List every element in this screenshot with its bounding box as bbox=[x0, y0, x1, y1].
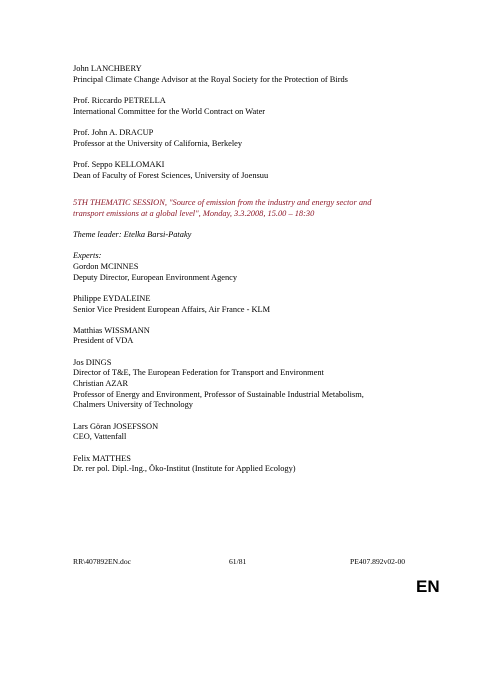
expert-name: Christian AZAR bbox=[73, 379, 129, 389]
person-role: International Committee for the World Contract on Water bbox=[73, 106, 266, 116]
person-role: Professor at the University of California, Berkeley bbox=[73, 138, 243, 148]
person-name: Prof. Seppo KELLOMAKI bbox=[73, 159, 165, 169]
person-role: Principal Climate Change Advisor at the Royal Society for the Protection of Birds bbox=[73, 74, 348, 84]
language-code: EN bbox=[416, 577, 440, 596]
experts-label: Experts: bbox=[73, 251, 102, 261]
expert-role: CEO, Vattenfall bbox=[73, 432, 127, 442]
expert-role: Senior Vice President European Affairs, Air France - KLM bbox=[73, 304, 271, 314]
expert-block bbox=[73, 294, 418, 315]
expert-role: Deputy Director, European Environment Agency bbox=[73, 272, 238, 282]
expert-role: Chalmers University of Technology bbox=[73, 400, 193, 410]
person-block bbox=[73, 96, 418, 117]
theme-leader-block bbox=[73, 230, 418, 241]
expert-name: Lars Göran JOSEFSSON bbox=[73, 421, 159, 431]
page-content bbox=[73, 64, 418, 486]
expert-block bbox=[73, 358, 418, 379]
expert-role: Professor of Energy and Environment, Professor of Sustainable Industrial Metabolism, bbox=[73, 389, 364, 399]
session-title-line-2: transport emissions at a global level", Monday, 3.3.2008, 15.00 – 18:30 bbox=[73, 209, 315, 219]
expert-block bbox=[73, 379, 418, 411]
expert-role: President of VDA bbox=[73, 336, 134, 346]
expert-block bbox=[73, 422, 418, 443]
expert-name: Felix MATTHES bbox=[73, 453, 131, 463]
expert-block bbox=[73, 454, 418, 475]
expert-block bbox=[73, 251, 418, 283]
person-name: Prof. Riccardo PETRELLA bbox=[73, 95, 166, 105]
person-role: Dean of Faculty of Forest Sciences, University of Joensuu bbox=[73, 170, 269, 180]
expert-role: Dr. rer pol. Dipl.-Ing., Öko-Institut (Institute for Applied Ecology) bbox=[73, 464, 296, 474]
session-title-line-1: 5TH THEMATIC SESSION, "Source of emission from the industry and energy sector and bbox=[73, 198, 372, 208]
expert-block bbox=[73, 326, 418, 347]
theme-leader: Theme leader: Etelka Barsi-Pataky bbox=[73, 229, 192, 239]
expert-name: Matthias WISSMANN bbox=[73, 325, 150, 335]
expert-name: Gordon MCINNES bbox=[73, 261, 139, 271]
expert-role: Director of T&E, The European Federation for Transport and Environment bbox=[73, 368, 324, 378]
person-name: John LANCHBERY bbox=[73, 64, 142, 73]
expert-name: Jos DINGS bbox=[73, 357, 112, 367]
footer-document-ref: RR\407892EN.doc bbox=[73, 557, 132, 566]
footer-pe-ref: PE407.892v02-00 bbox=[350, 557, 406, 566]
person-name: Prof. John A. DRACUP bbox=[73, 127, 154, 137]
person-block bbox=[73, 128, 418, 149]
person-block bbox=[73, 160, 418, 181]
expert-name: Philippe EYDALEINE bbox=[73, 293, 151, 303]
footer-page-number: 61/81 bbox=[229, 557, 247, 566]
person-block bbox=[73, 64, 418, 85]
session-heading bbox=[73, 197, 418, 219]
